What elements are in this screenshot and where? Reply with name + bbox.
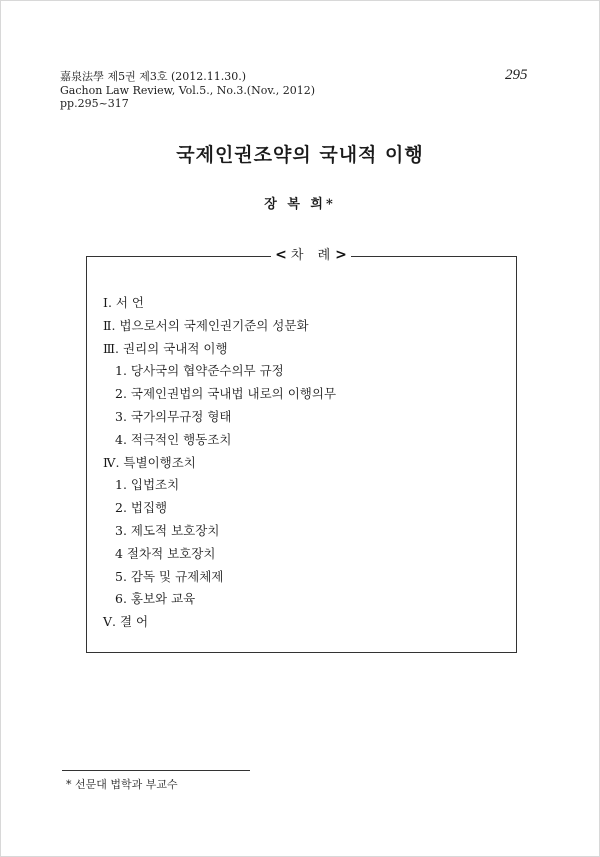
toc-subsection-item: 2. 법집행 [115,500,168,516]
toc-subsection-item: 1. 입법조치 [115,477,180,493]
footnote: * 선문대 법학과 부교수 [66,778,178,791]
toc-subsection-item: 4 절차적 보호장치 [115,545,216,561]
toc-heading [271,245,351,266]
journal-english-info: Gachon Law Review, Vol.5., No.3.(Nov., 2012) [60,83,316,97]
toc-subsection-item: 2. 국제인권법의 국내법 내로의 이행의무 [115,386,337,402]
chevron-right-icon: > [335,247,347,263]
toc-subsection-item: 1. 당사국의 협약준수의무 규정 [115,363,284,379]
toc-list [103,292,336,634]
toc-subsection-item: 3. 제도적 보호장치 [115,522,220,538]
toc-section-item: Ⅱ. 법으로서의 국제인권기준의 성문화 [103,317,309,333]
journal-korean-info: 嘉泉法學 제5권 제3호 (2012.11.30.) [60,70,247,83]
toc-subsection-item: 6. 홍보와 교육 [115,591,196,607]
toc-section-item: Ⅴ. 결 어 [103,614,149,630]
toc-heading-label: 차 례 [290,248,336,263]
toc-subsection-item: 3. 국가의무규정 형태 [115,408,232,424]
chevron-left-icon: < [275,247,287,263]
toc-section-item: Ⅳ. 특별이행조치 [103,454,196,470]
author-name: 장 복 희* [264,197,336,212]
paper-title: 국제인권조약의 국내적 이행 [176,144,424,166]
journal-pages: pp.295~317 [60,97,129,110]
footnote-divider [62,770,250,771]
toc-subsection-item: 4. 적극적인 행동조치 [115,431,232,447]
page-number: 295 [505,67,528,83]
toc-subsection-item: 5. 감독 및 규제체제 [115,568,224,584]
toc-section-item: Ⅰ. 서 언 [103,295,145,310]
toc-section-item: Ⅲ. 권리의 국내적 이행 [103,340,228,356]
journal-citation [60,70,315,111]
